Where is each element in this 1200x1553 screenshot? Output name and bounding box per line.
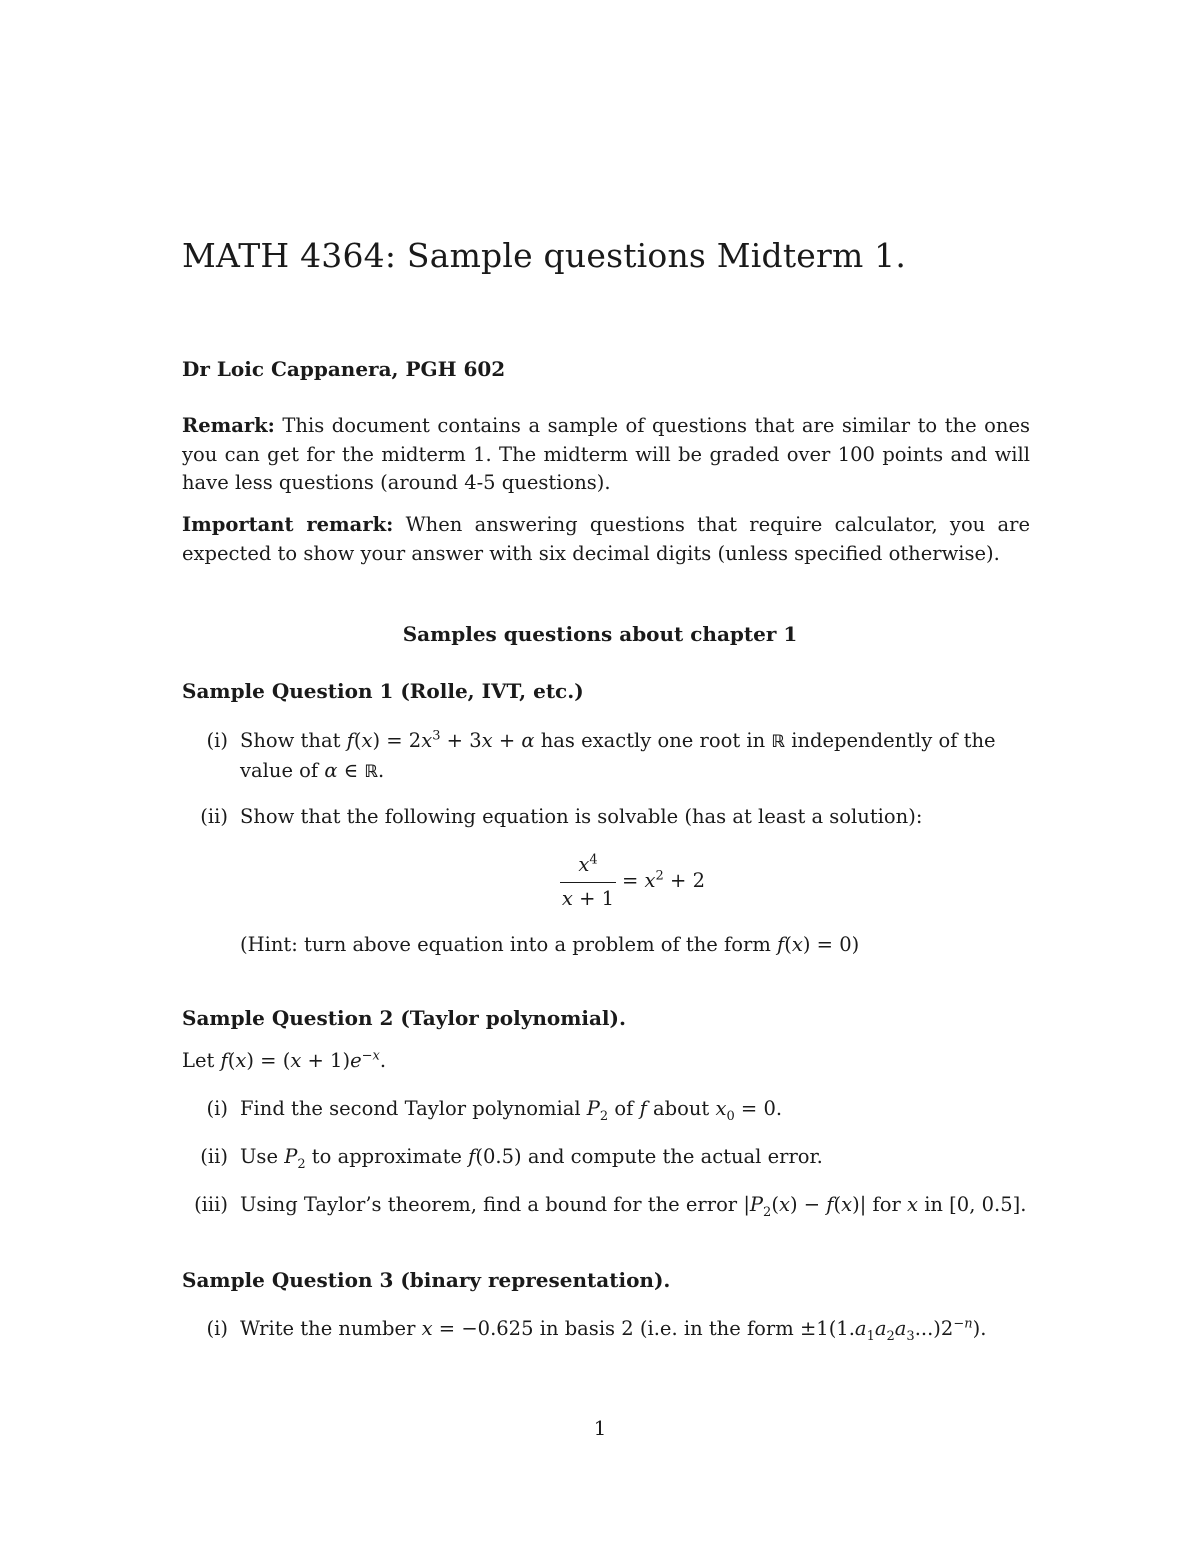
equation-display xyxy=(0,850,1200,920)
equation-rhs: = $x^2 + 2$ xyxy=(622,868,705,892)
document-title: MATH 4364: Sample questions Midterm 1. xyxy=(182,236,907,275)
page-number: 1 xyxy=(593,1416,607,1440)
remark-label: Remark: xyxy=(182,414,275,437)
remark-text: This document contains a sample of questions that are similar to the ones you can get for the midterm 1. The midterm will be graded over 100 points and will have less questions (around 4-5 questions). xyxy=(182,414,1031,494)
important-remark-paragraph xyxy=(182,511,1030,568)
question-2-part-i: (i) Find the second Taylor polynomial $P_2$ of f about $x_0 = 0$. xyxy=(182,1095,1030,1125)
part-label: (ii) xyxy=(200,805,228,828)
important-remark-label: Important remark: xyxy=(182,513,394,536)
question-3-part-i: (i) Write the number x = −0.625 in basis 2 (i.e. in the form $\pm 1(1.a_1a_2a_3...)2^{-n}$). xyxy=(182,1315,1030,1345)
part-text: Show that $f(x) = 2x^3 + 3x + \alpha$ has exactly one root in ℝ independently of the value of α ∈ ℝ. xyxy=(240,728,996,782)
part-label: (i) xyxy=(206,1097,228,1120)
author-line: Dr Loic Cappanera, PGH 602 xyxy=(182,357,506,381)
question-2-part-iii: (iii) Using Taylor’s theorem, find a bound for the error $|P_2(x) - f(x)|$ for x in [0, 0.5]. xyxy=(182,1191,1030,1221)
formula-f: f xyxy=(346,729,354,752)
part-label: (i) xyxy=(206,729,228,752)
question-1-part-i xyxy=(182,727,1030,787)
part-label: (ii) xyxy=(200,1145,228,1168)
fraction: $x^4$ x + 1 xyxy=(561,852,615,910)
remark-paragraph xyxy=(182,412,1030,498)
question-2-title: Sample Question 2 (Taylor polynomial). xyxy=(182,1006,626,1030)
part-label: (i) xyxy=(206,1317,228,1340)
important-remark-text: When answering questions that require calculator, you are expected to show your answer with six decimal digits (unless specified otherwise). xyxy=(182,513,1031,565)
section-title: Samples questions about chapter 1 xyxy=(402,622,798,646)
question-1-title: Sample Question 1 (Rolle, IVT, etc.) xyxy=(182,679,584,703)
question-3-title: Sample Question 3 (binary representation). xyxy=(182,1268,671,1292)
part-text: Show that the following equation is solvable (has at least a solution): xyxy=(240,805,923,828)
reals-symbol: ℝ xyxy=(771,732,786,752)
question-2-part-ii: (ii) Use $P_2$ to approximate f(0.5) and compute the actual error. xyxy=(182,1143,1030,1173)
question-2-intro: Let $f(x) = (x + 1)e^{-x}$. xyxy=(182,1048,387,1072)
part-label: (iii) xyxy=(194,1193,228,1216)
question-1-part-ii xyxy=(182,803,1030,833)
question-1-hint: (Hint: turn above equation into a problem of the form f(x) = 0) xyxy=(240,933,860,956)
